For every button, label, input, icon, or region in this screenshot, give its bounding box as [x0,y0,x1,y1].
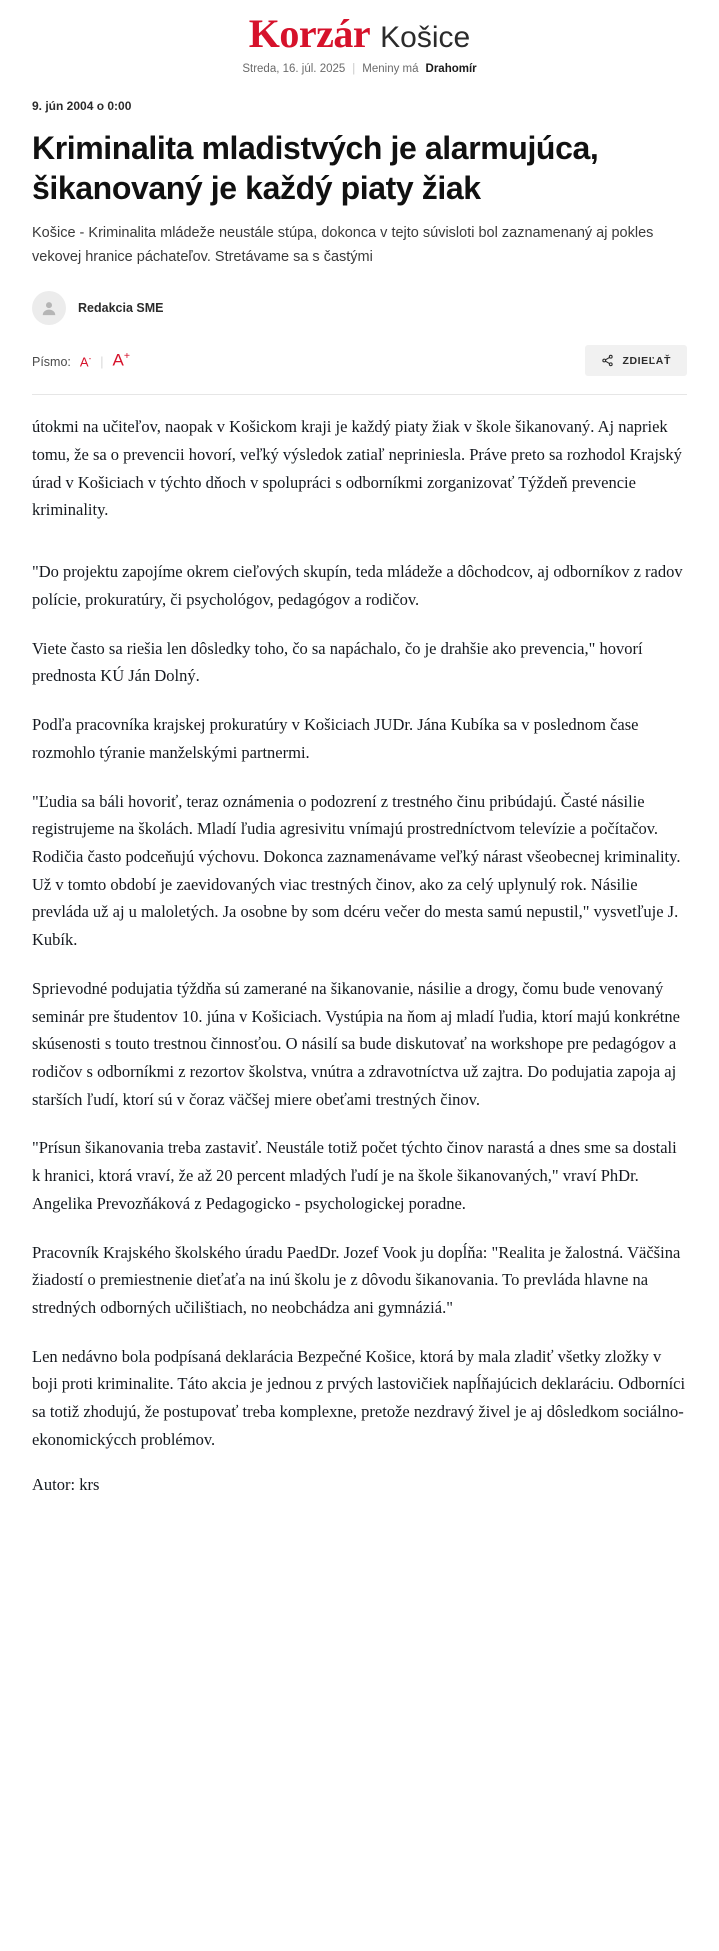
font-size-label: Písmo: [32,355,71,370]
article-paragraph: Viete často sa riešia len dôsledky toho, čo sa napáchalo, čo je drahšie ako prevencia," hovorí prednosta KÚ Ján Dolný. [32,638,643,686]
article-tools [32,345,687,376]
font-size-controls [32,350,130,371]
author-row [32,291,687,325]
article-paragraph: "Do projektu zapojíme okrem cieľových skupín, teda mládeže a dôchodcov, aj odborníkov z radov polície, prokuratúry, či psychológov, pedagógov a rodičov. [32,562,683,609]
article-body [32,413,687,1453]
logo-korzar-text: Korzár [248,11,371,56]
page-title: Kriminalita mladistvých je alarmujúca, šikanovaný je každý piaty žiak [32,130,599,206]
font-controls-separator: | [100,355,104,370]
share-button-label: ZDIEĽAŤ [622,354,671,367]
article-publish-date: 9. jún 2004 o 0:00 [32,99,132,113]
article-paragraph: Podľa pracovníka krajskej prokuratúry v Košiciach JUDr. Jána Kubíka sa v poslednom čase rozmohlo týranie manželskými partnermi. [32,715,639,762]
article-author-signature: Autor: krs [32,1474,100,1494]
article-paragraph: Pracovník Krajského školského úradu PaedDr. Jozef Vook ju dopĺňa: "Realita je žalostná. Väčšina žiadostí o premiestnenie dieťaťa na inú školu je z dôvodu šikanovania. To prevláda hlavne na stredných odborných učilištiach, no neobchádza ani gymnáziá." [32,1242,681,1317]
divider [32,394,687,395]
article-paragraph: Len nedávno bola podpísaná deklarácia Bezpečné Košice, ktorá by mala zladiť všetky zložky v boji proti kriminalite. Táto akcia je jednou z prvých lastovičiek napĺňajúcich deklaráciu. Odborníci sa totiž zhodujú, že postupovať treba komplexne, pretože nezdravý živel je aj dôsledkom sociálno-ekonomickýcch problémov. [32,1346,686,1449]
article-perex: Košice - Kriminalita mládeže neustále stúpa, dokonca v tejto súvisloti bol zaznamenaný aj pokles vekovej hranice páchateľov. Stretávame sa s častými [32,225,654,265]
article-paragraph: "Ľudia sa báli hovoriť, teraz oznámenia o podozrení z trestného činu pribúdajú. Časté násilie registrujeme na školách. Mladí ľudia agresivitu vnímajú prostredníctvom televízie a počítačov. Rodičia často podceňujú výchovu. Dokonca zaznamenávame veľký nárast všeobecnej kriminality. Už v tomto období je zaevidovaných viac trestných činov, ako za celý uplynulý rok. Násilie prevláda už aj u maloletých. Ja osobne by som dcéru večer do mesta samú nepustil," vysvetľuje J. Kubík. [32,791,681,950]
share-icon [601,354,614,367]
date-separator: | [352,63,356,75]
nameday-label: Meniny má [362,63,419,75]
article-paragraph: Sprievodné podujatia týždňa sú zamerané na šikanovanie, násilie a drogy, čomu bude venovaný seminár pre študentov 10. júna v Košiciach. Vystúpia na ňom aj mladí ľudia, ktorí majú konkrétne skúsenosti s touto trestnou činnosťou. O násilí sa bude diskutovať na workshope pre pedagógov a rodičov s odborníkmi z rezortov školstva, vnútra a zdravotníctva už zajtra. Do podujatia zapoja aj starších ľudí, ktorí sú v čoraz väčšej miere obeťami trestných činov. [32,978,680,1109]
site-logo[interactable] [32,11,687,56]
article-paragraph: útokmi na učiteľov, naopak v Košickom kraji je každý piaty žiak v škole šikanovaný. Aj napriek tomu, že sa o prevencii hovorí, veľký výsledok zatiaľ nepriniesla. Práve preto sa rozhodol Krajský úrad v Košiciach v týchto dňoch v spolupráci s odborníkmi zorganizovať Týždeň prevencie kriminality. [32,417,682,520]
nameday-name: Drahomír [425,63,477,75]
author-name[interactable]: Redakcia SME [78,301,164,316]
logo-city-text: Košice [380,21,471,54]
article-paragraph: "Prísun šikanovania treba zastaviť. Neustále totiž počet týchto činov narastá a dnes sme sa dostali k hranici, ktorá vraví, že až 20 percent mladých ľudí je na škole šikanovaných," vraví PhDr. Angelika Prevozňáková z Pedagogicko - psychologickej poradne. [32,1138,677,1213]
avatar [32,291,66,325]
current-date: Streda, 16. júl. 2025 [242,63,346,75]
font-increase-button[interactable]: A+ [112,350,131,371]
share-button[interactable] [585,345,687,376]
date-nameday-bar [32,63,687,75]
font-decrease-button[interactable]: A- [79,353,92,370]
site-masthead [32,0,687,75]
